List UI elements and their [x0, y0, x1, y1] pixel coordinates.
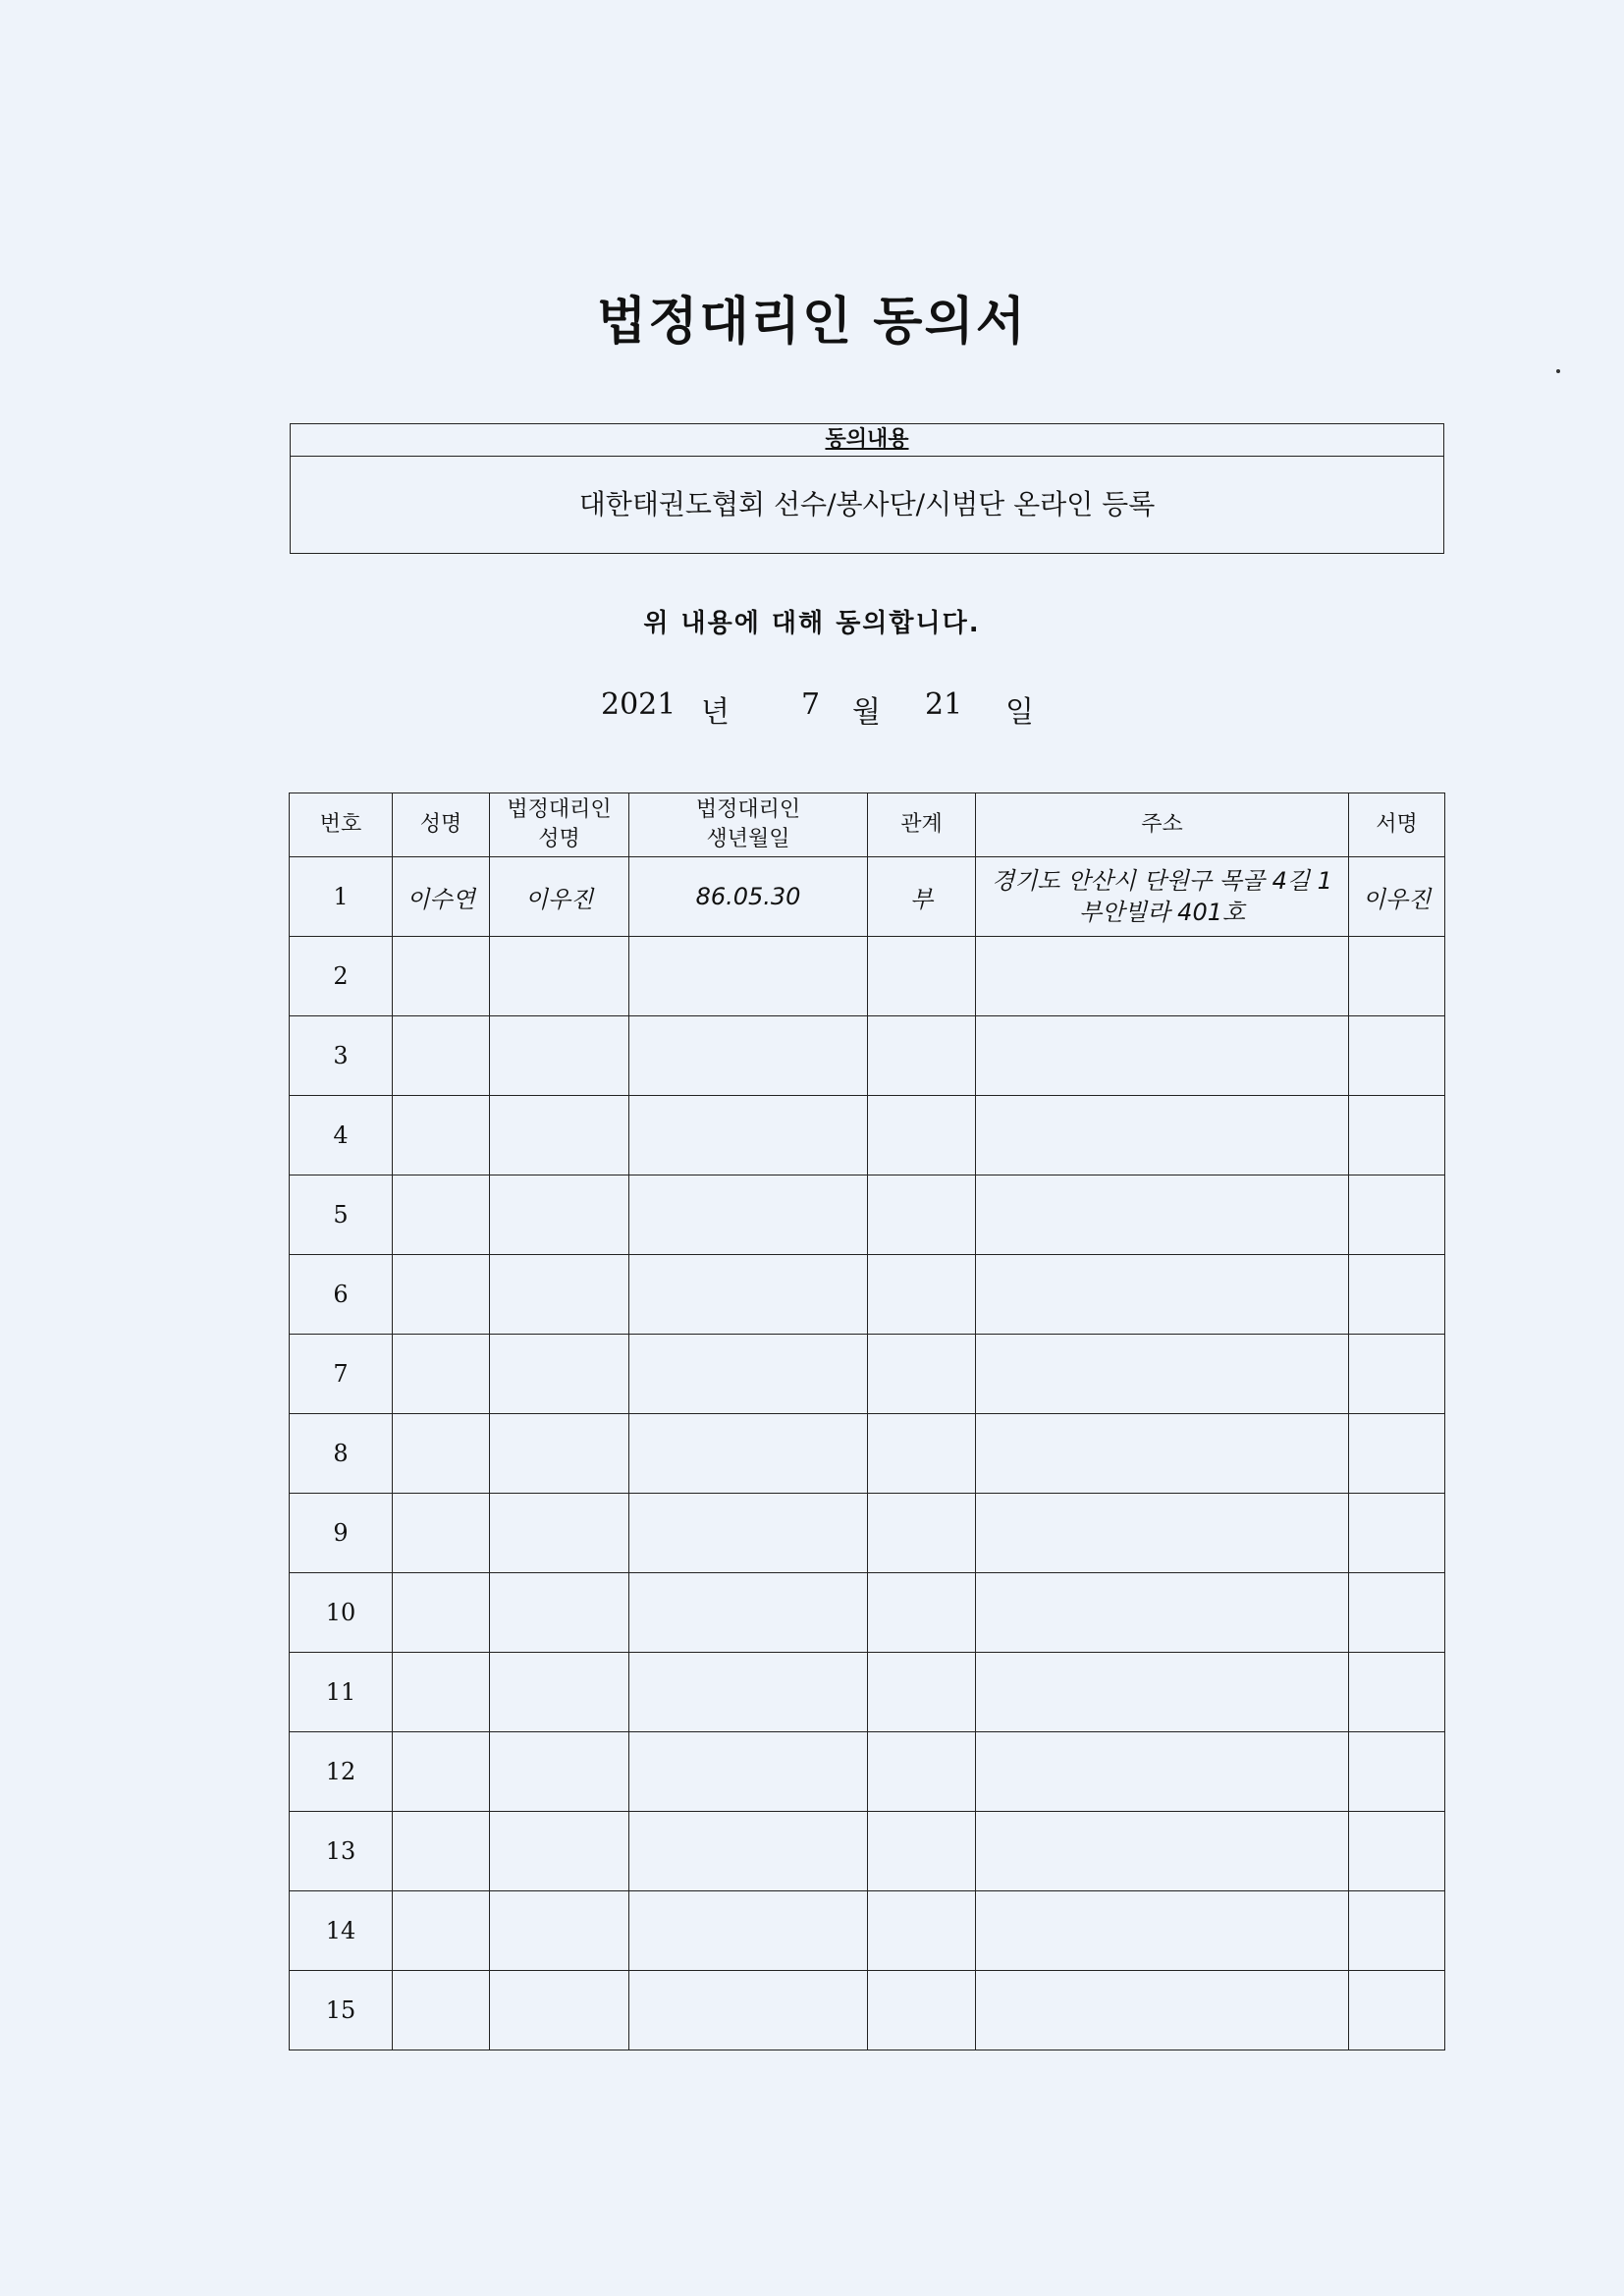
cell-signature: 이우진 [1349, 857, 1445, 937]
table-row [290, 937, 1445, 1016]
header-signature: 서명 [1349, 793, 1445, 857]
cell-no: 2 [290, 937, 393, 1016]
header-guardian-name: 법정대리인 성명 [490, 793, 629, 857]
consent-box [290, 423, 1444, 554]
date-year-label: 년 [701, 695, 730, 730]
table-row [290, 1335, 1445, 1414]
table-row [290, 1573, 1445, 1653]
cell-no: 3 [290, 1016, 393, 1096]
cell-guardian: 이우진 [490, 857, 629, 937]
cell-no: 10 [290, 1573, 393, 1653]
cell-no: 8 [290, 1414, 393, 1494]
cell-relation: 부 [868, 857, 976, 937]
date-day: 21 [925, 687, 963, 722]
cell-no: 14 [290, 1891, 393, 1971]
table-row [290, 857, 1445, 937]
cell-no: 6 [290, 1255, 393, 1335]
date-month-label: 월 [852, 695, 881, 730]
cell-no: 4 [290, 1096, 393, 1175]
table-header-row [290, 793, 1445, 857]
cell-no: 11 [290, 1653, 393, 1732]
header-guardian-birth: 법정대리인 생년월일 [629, 793, 868, 857]
scan-speck [1556, 369, 1560, 373]
cell-address: 경기도 안산시 단원구 목골 4길 1 부안빌라 401호 [976, 857, 1349, 937]
table-row [290, 1255, 1445, 1335]
table-row [290, 1653, 1445, 1732]
cell-no: 12 [290, 1732, 393, 1812]
consent-content: 대한태권도협회 선수/봉사단/시범단 온라인 등록 [578, 488, 1156, 520]
date-day-label: 일 [1005, 695, 1034, 730]
document-title: 법정대리인 동의서 [597, 293, 1027, 352]
cell-no: 9 [290, 1494, 393, 1573]
cell-no: 7 [290, 1335, 393, 1414]
header-no: 번호 [290, 793, 393, 857]
table-row [290, 1891, 1445, 1971]
table-row [290, 1971, 1445, 2050]
table-row [290, 1812, 1445, 1891]
cell-no: 5 [290, 1175, 393, 1255]
cell-no: 15 [290, 1971, 393, 2050]
header-address: 주소 [976, 793, 1349, 857]
date-month: 7 [801, 687, 821, 722]
cell-name: 이수연 [393, 857, 490, 937]
table-row [290, 1175, 1445, 1255]
cell-birth: 86.05.30 [629, 857, 868, 937]
date-year: 2021 [601, 687, 677, 722]
table-row [290, 1096, 1445, 1175]
header-relation: 관계 [868, 793, 976, 857]
cell-no: 1 [290, 857, 393, 937]
cell-no: 13 [290, 1812, 393, 1891]
consent-header-label: 동의내용 [825, 427, 909, 452]
agreement-statement: 위 내용에 대해 동의합니다. [643, 609, 981, 638]
table-row [290, 1494, 1445, 1573]
table-row [290, 1016, 1445, 1096]
consent-header [291, 424, 1443, 457]
guardian-table [289, 793, 1445, 2050]
table-row [290, 1732, 1445, 1812]
header-name: 성명 [393, 793, 490, 857]
table-row [290, 1414, 1445, 1494]
